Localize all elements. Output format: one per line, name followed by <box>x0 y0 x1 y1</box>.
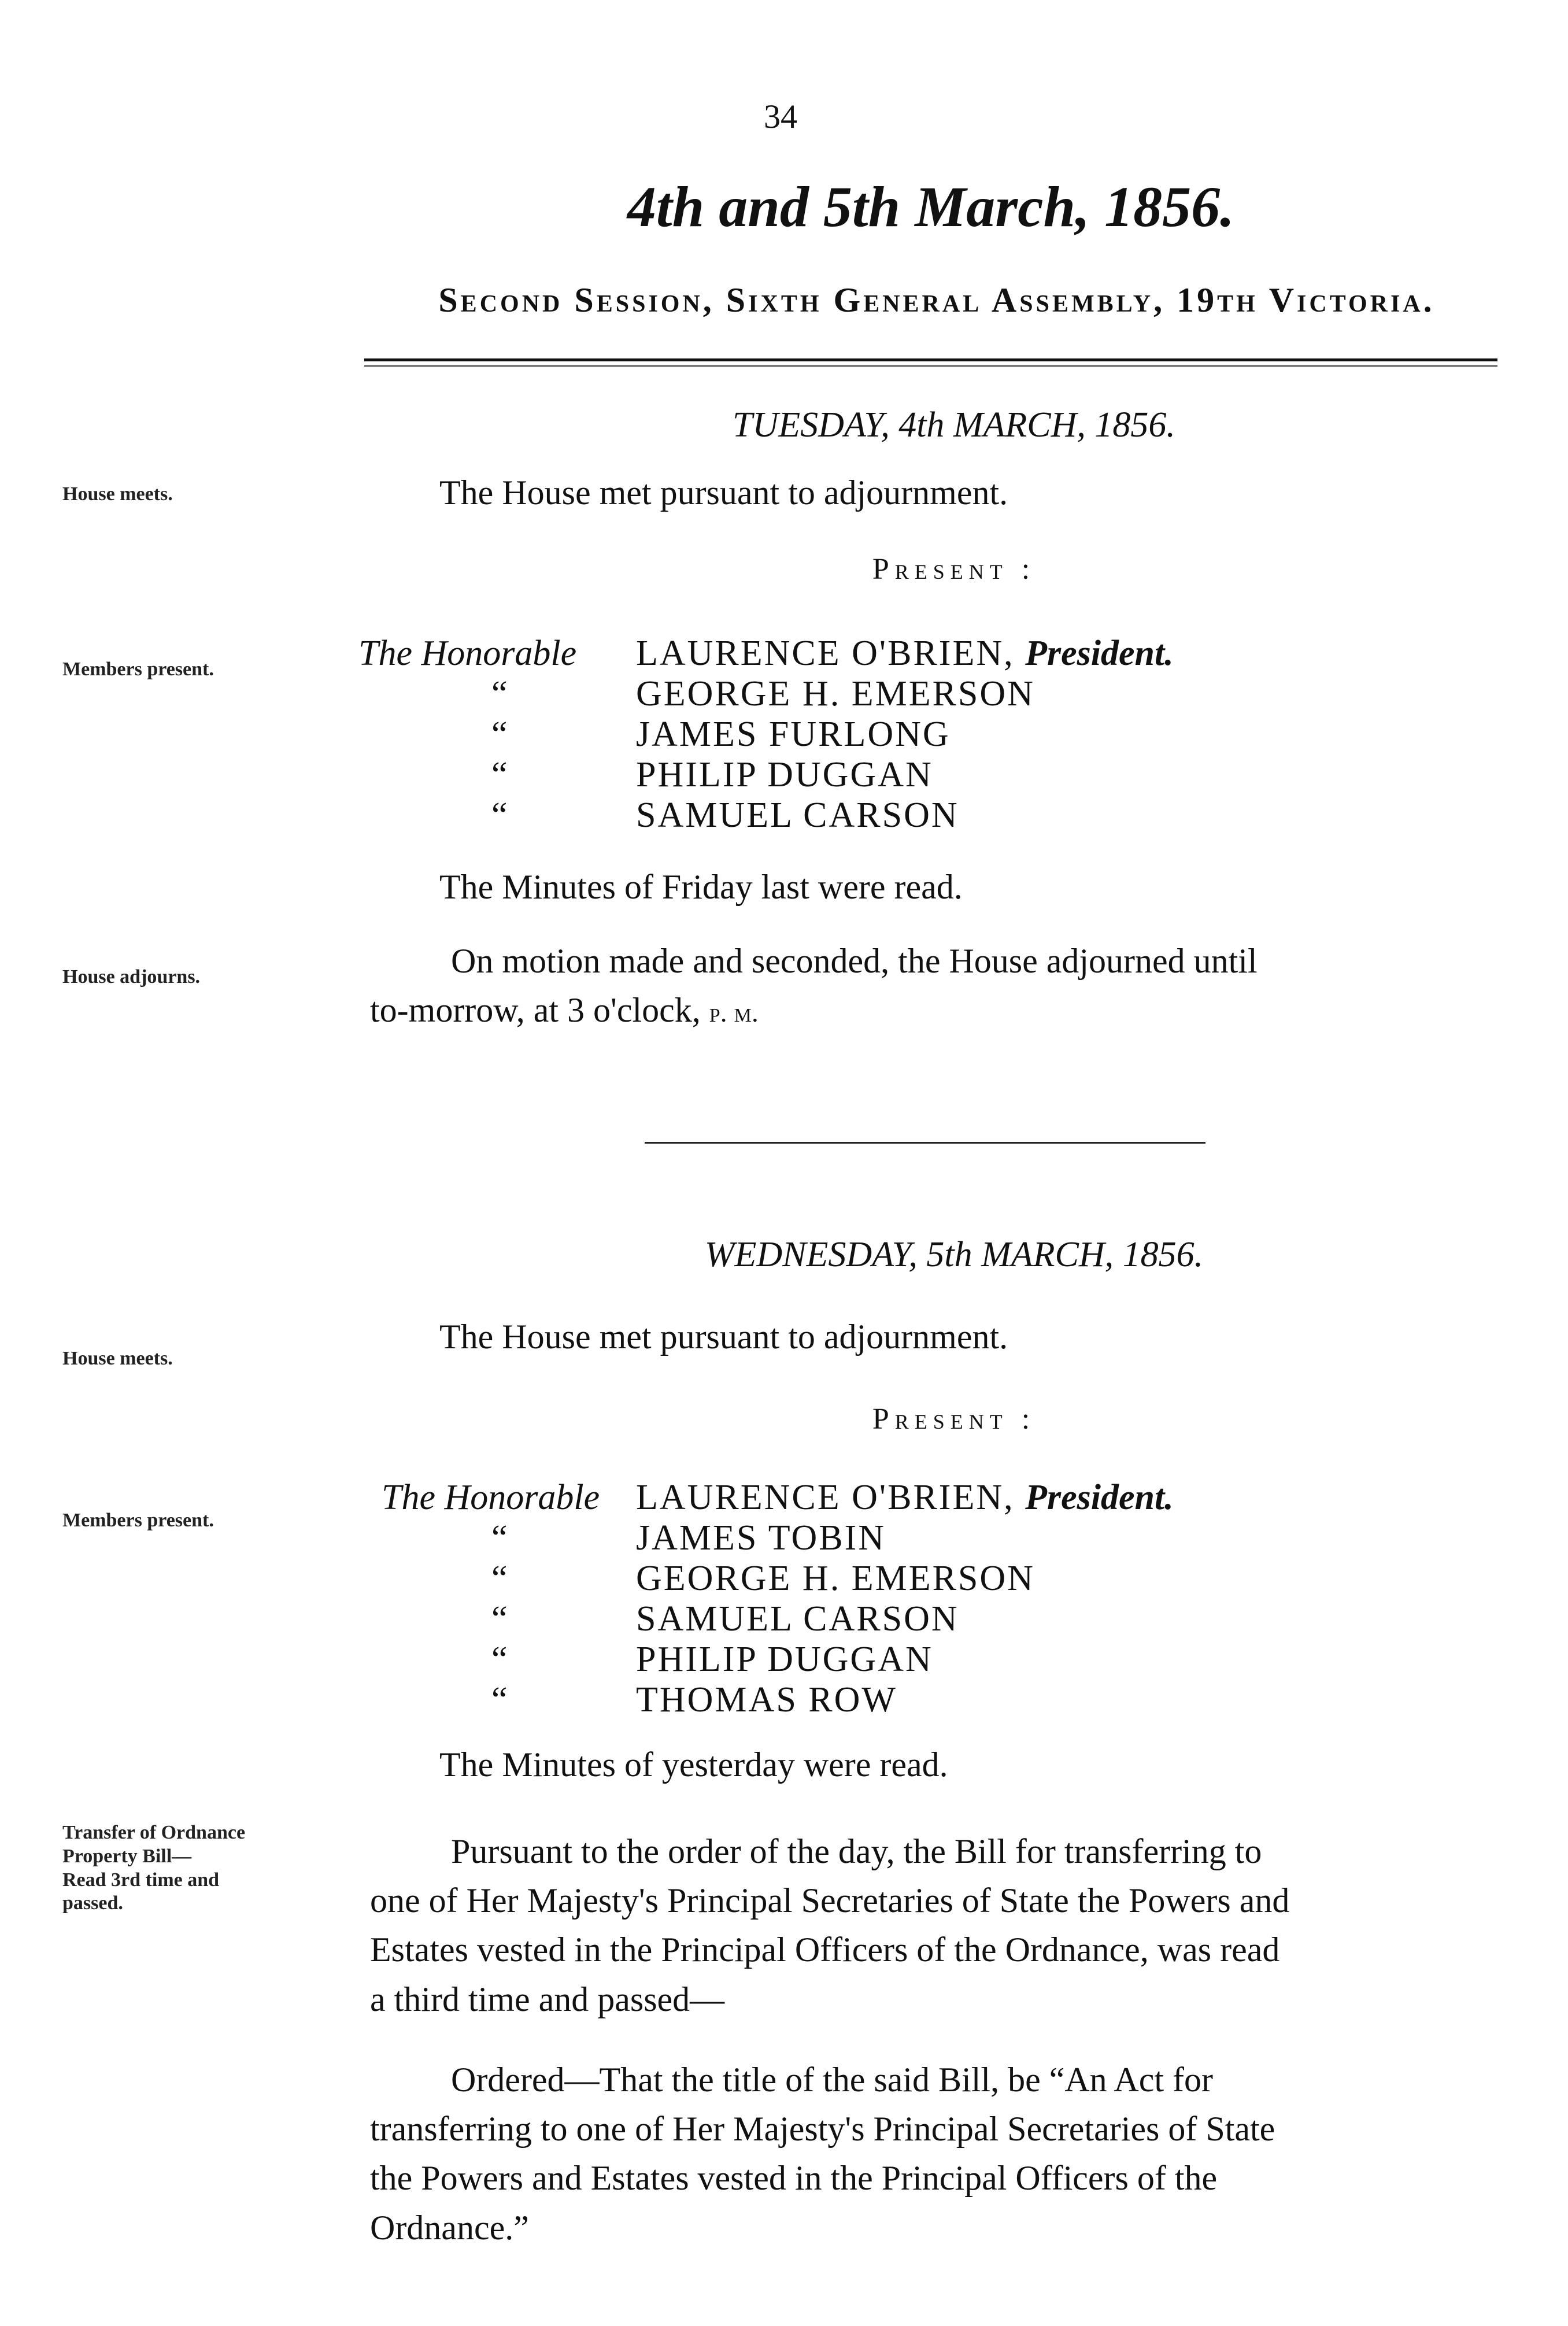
ditto-mark: “ <box>491 755 508 794</box>
ordered-paragraph <box>370 2055 1521 2253</box>
adjourn-line-1: On motion made and seconded, the House adjourned until <box>451 942 1258 980</box>
member-title: President. <box>1025 634 1174 673</box>
member-name: JAMES FURLONG <box>636 715 951 754</box>
ditto-mark: “ <box>491 715 508 754</box>
member-row <box>358 1599 1515 1639</box>
margin-note-members-present: Members present. <box>62 1510 214 1531</box>
minutes-read-text: The Minutes of yesterday were read. <box>439 1746 948 1784</box>
member-row <box>358 1680 1515 1720</box>
member-prefix: The Honorable <box>358 634 577 673</box>
ordered-line-4: Ordnance.” <box>370 2208 529 2247</box>
wednesday-heading: WEDNESDAY, 5th MARCH, 1856. <box>704 1235 1204 1274</box>
bill-line-3: Estates vested in the Principal Officers of the Ordnance, was read <box>370 1931 1280 1969</box>
margin-note-house-adjourns: House adjourns. <box>62 966 201 988</box>
member-row <box>358 714 1515 755</box>
tuesday-heading: TUESDAY, 4th MARCH, 1856. <box>733 405 1175 445</box>
house-met-text: The House met pursuant to adjournment. <box>439 474 1008 512</box>
member-name: LAURENCE O'BRIEN, President. <box>636 634 1174 673</box>
page-title: 4th and 5th March, 1856. <box>627 175 1235 239</box>
pm-abbrev: p. m. <box>709 997 759 1029</box>
member-name: THOMAS ROW <box>636 1680 897 1719</box>
member-name: SAMUEL CARSON <box>636 1599 959 1639</box>
member-title: President. <box>1025 1478 1174 1517</box>
house-met-text: The House met pursuant to adjournment. <box>439 1318 1008 1356</box>
section-divider <box>645 1142 1205 1144</box>
member-row <box>358 633 1515 674</box>
member-row <box>358 674 1515 714</box>
members-list-wednesday <box>358 1477 1515 1720</box>
member-name: SAMUEL CARSON <box>636 796 959 835</box>
member-name: JAMES TOBIN <box>636 1518 886 1558</box>
bill-line-4: a third time and passed— <box>370 1980 725 2018</box>
ditto-mark: “ <box>491 1640 508 1679</box>
ditto-mark: “ <box>491 796 508 835</box>
ordered-line-2: transferring to one of Her Majesty's Principal Secretaries of State <box>370 2110 1275 2149</box>
ordered-line-3: the Powers and Estates vested in the Principal Officers of the <box>370 2159 1218 2198</box>
margin-note-house-meets: House meets. <box>62 1348 173 1369</box>
page-number: 34 <box>764 98 797 135</box>
member-name: PHILIP DUGGAN <box>636 755 933 794</box>
session-line: Second Session, Sixth General Assembly, 19th Victoria. <box>438 281 1435 319</box>
members-list-tuesday <box>358 633 1515 835</box>
margin-note-house-meets: House meets. <box>62 483 173 505</box>
member-row <box>358 1639 1515 1680</box>
present-heading: Present : <box>872 1403 1036 1436</box>
member-name: PHILIP DUGGAN <box>636 1640 933 1679</box>
minutes-read-text: The Minutes of Friday last were read. <box>439 868 963 906</box>
bill-paragraph <box>370 1827 1521 2024</box>
present-heading: Present : <box>872 553 1036 586</box>
header-rule-thin <box>364 365 1497 367</box>
ditto-mark: “ <box>491 674 508 713</box>
member-row <box>358 1477 1515 1518</box>
bill-line-2: one of Her Majesty's Principal Secretaries of State the Powers and <box>370 1881 1290 1920</box>
member-row <box>358 1518 1515 1558</box>
adjourn-line-2: to-morrow, at 3 o'clock, p. m. <box>370 991 759 1030</box>
ditto-mark: “ <box>491 1599 508 1639</box>
member-row <box>358 795 1515 835</box>
margin-note-transfer-ordnance: Transfer of Ordnance Property Bill— Read 3rd time and passed. <box>62 1822 246 1914</box>
ditto-mark: “ <box>491 1680 508 1719</box>
member-name: LAURENCE O'BRIEN, President. <box>636 1478 1174 1517</box>
adjourn-paragraph <box>370 937 1521 1035</box>
ditto-mark: “ <box>491 1559 508 1598</box>
margin-note-members-present: Members present. <box>62 659 214 680</box>
member-name: GEORGE H. EMERSON <box>636 1559 1035 1598</box>
ditto-mark: “ <box>491 1518 508 1558</box>
header-rule <box>364 358 1497 361</box>
ordered-line-1: Ordered—That the title of the said Bill, be “An Act for <box>451 2061 1213 2099</box>
member-row <box>358 755 1515 795</box>
bill-line-1: Pursuant to the order of the day, the Bill for transferring to <box>451 1832 1262 1870</box>
member-name: GEORGE H. EMERSON <box>636 674 1035 713</box>
member-row <box>358 1558 1515 1599</box>
member-prefix: The Honorable <box>382 1478 600 1517</box>
